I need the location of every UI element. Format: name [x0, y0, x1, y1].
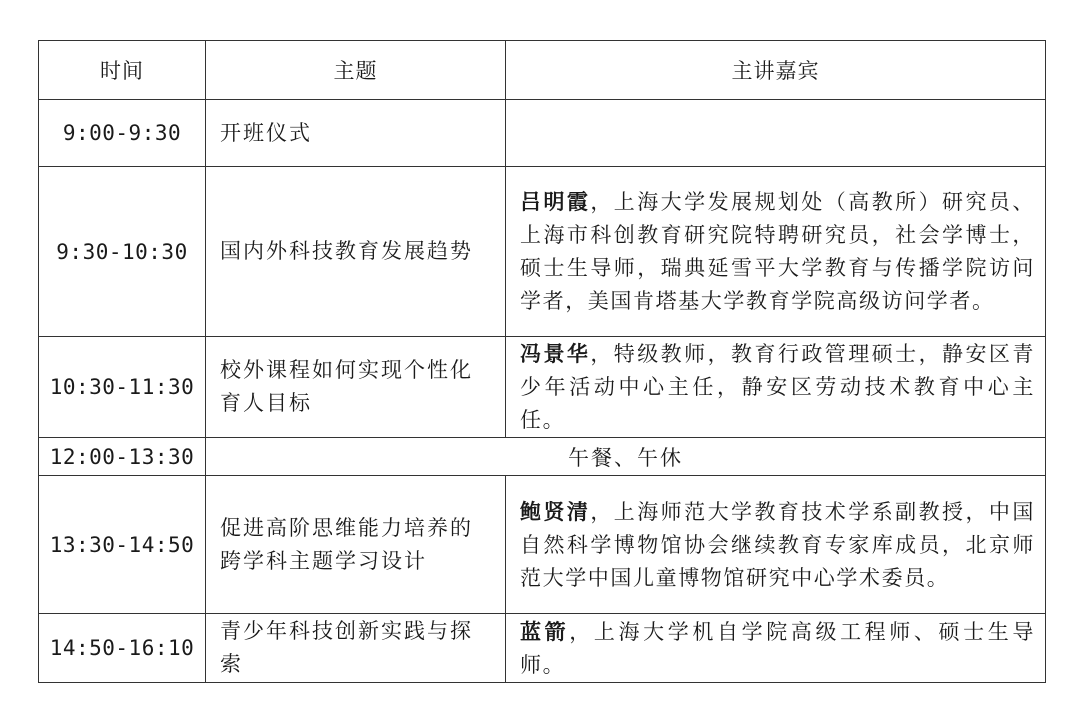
topic-cell: 校外课程如何实现个性化育人目标 [206, 337, 506, 438]
time-cell: 10:30-11:30 [39, 337, 206, 438]
speaker-description: ，上海师范大学教育技术学系副教授，中国自然科学博物馆协会继续教育专家库成员，北京师范大学中国儿童博物馆研究中心学术委员。 [520, 499, 1035, 590]
speaker-name: 吕明霞 [520, 189, 591, 214]
schedule-table [38, 40, 1046, 683]
table-row [39, 476, 1046, 614]
speaker-name: 鲍贤清 [520, 498, 591, 524]
table-row [39, 167, 1046, 337]
speaker-cell [506, 100, 1046, 167]
speaker-description: ，上海大学发展规划处（高教所）研究员、上海市科创教育研究院特聘研究员，社会学博士，硕士生导师，瑞典延雪平大学教育与传播学院访问学者，美国肯塔基大学教育学院高级访问学者。 [520, 190, 1035, 313]
table-row [39, 614, 1046, 683]
time-cell: 14:50-16:10 [39, 614, 206, 683]
speaker-name: 冯景华 [520, 341, 591, 366]
topic-cell: 开班仪式 [206, 100, 506, 167]
speaker-description: ，特级教师，教育行政管理硕士，静安区青少年活动中心主任，静安区劳动技术教育中心主任。 [520, 342, 1035, 432]
lunch-cell: 午餐、午休 [206, 438, 1046, 476]
time-cell: 9:30-10:30 [39, 167, 206, 337]
table-row-lunch [39, 438, 1046, 476]
speaker-description: ，上海大学机自学院高级工程师、硕士生导师。 [520, 619, 1035, 677]
table-header-row [39, 41, 1046, 100]
header-speaker: 主讲嘉宾 [506, 41, 1046, 100]
time-cell: 9:00-9:30 [39, 100, 206, 167]
speaker-name: 蓝箭 [520, 618, 570, 644]
topic-cell: 青少年科技创新实践与探索 [206, 614, 506, 683]
speaker-cell [506, 614, 1046, 683]
table-row [39, 100, 1046, 167]
speaker-cell [506, 167, 1046, 337]
header-time: 时间 [39, 41, 206, 100]
speaker-cell [506, 476, 1046, 614]
time-cell: 12:00-13:30 [39, 438, 206, 476]
speaker-cell [506, 337, 1046, 438]
table-row [39, 337, 1046, 438]
topic-cell: 促进高阶思维能力培养的跨学科主题学习设计 [206, 476, 506, 614]
header-topic: 主题 [206, 41, 506, 100]
time-cell: 13:30-14:50 [39, 476, 206, 614]
topic-cell: 国内外科技教育发展趋势 [206, 167, 506, 337]
